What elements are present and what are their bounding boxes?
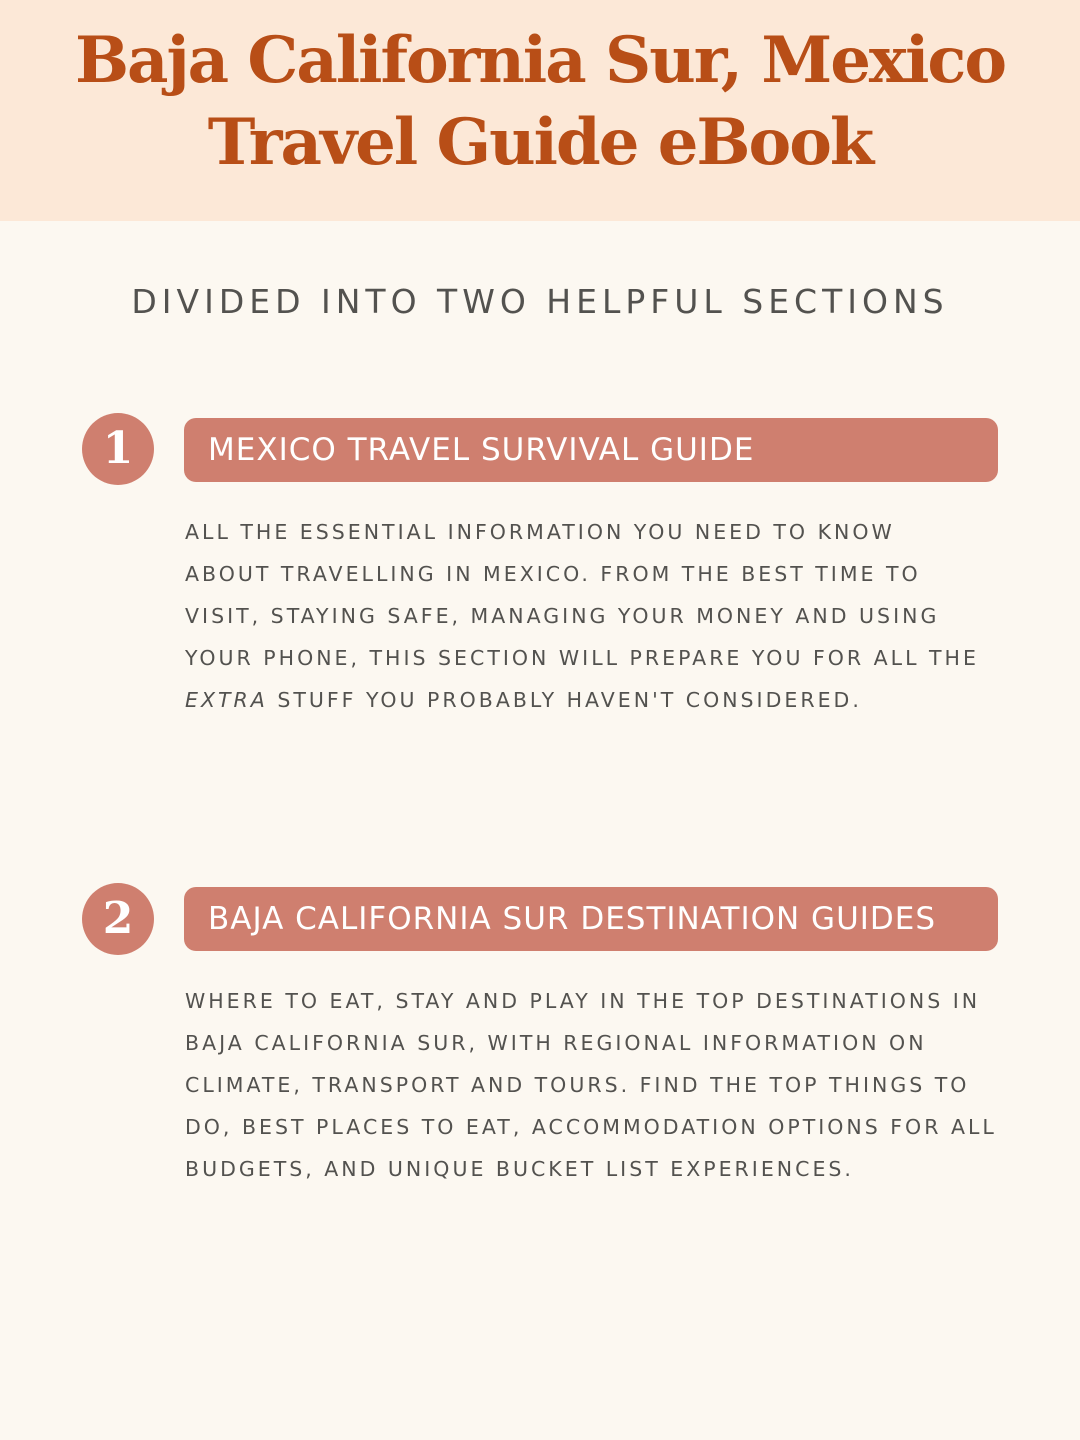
- section-2-line-2: BAJA CALIFORNIA SUR, WITH REGIONAL INFORMATION ON: [185, 1031, 927, 1055]
- subtitle: DIVIDED INTO TWO HELPFUL SECTIONS: [131, 282, 949, 321]
- section-1-line-1: ALL THE ESSENTIAL INFORMATION YOU NEED TO KNOW: [185, 520, 895, 544]
- section-1-emphasis: EXTRA: [185, 688, 268, 712]
- section-1-line-5: [185, 679, 1005, 721]
- section-1-line-5-rest: STUFF YOU PROBABLY HAVEN'T CONSIDERED.: [267, 688, 862, 712]
- section-2-line-4: DO, BEST PLACES TO EAT, ACCOMMODATION OPTIONS FOR ALL: [185, 1115, 997, 1139]
- header-banner: [0, 0, 1080, 221]
- section-2-description: [185, 980, 1005, 1190]
- section-2-number-badge: 2: [82, 883, 154, 955]
- section-1-description: [185, 511, 1005, 721]
- title-line-2: Travel Guide eBook: [207, 105, 873, 180]
- section-1-number-badge: 1: [82, 413, 154, 485]
- section-1-line-2: ABOUT TRAVELLING IN MEXICO. FROM THE BEST TIME TO: [185, 562, 921, 586]
- section-1-heading: MEXICO TRAVEL SURVIVAL GUIDE: [184, 418, 998, 482]
- title-line-1: Baja California Sur, Mexico: [74, 23, 1006, 98]
- page-title: [0, 20, 1080, 184]
- section-2-line-5: BUDGETS, AND UNIQUE BUCKET LIST EXPERIENCES.: [185, 1157, 854, 1181]
- section-2-heading: BAJA CALIFORNIA SUR DESTINATION GUIDES: [184, 887, 998, 951]
- section-1-line-4: YOUR PHONE, THIS SECTION WILL PREPARE YOU FOR ALL THE: [185, 646, 979, 670]
- section-2-line-3: CLIMATE, TRANSPORT AND TOURS. FIND THE TOP THINGS TO: [185, 1073, 970, 1097]
- section-1-line-3: VISIT, STAYING SAFE, MANAGING YOUR MONEY AND USING: [185, 604, 940, 628]
- section-2-line-1: WHERE TO EAT, STAY AND PLAY IN THE TOP DESTINATIONS IN: [185, 989, 981, 1013]
